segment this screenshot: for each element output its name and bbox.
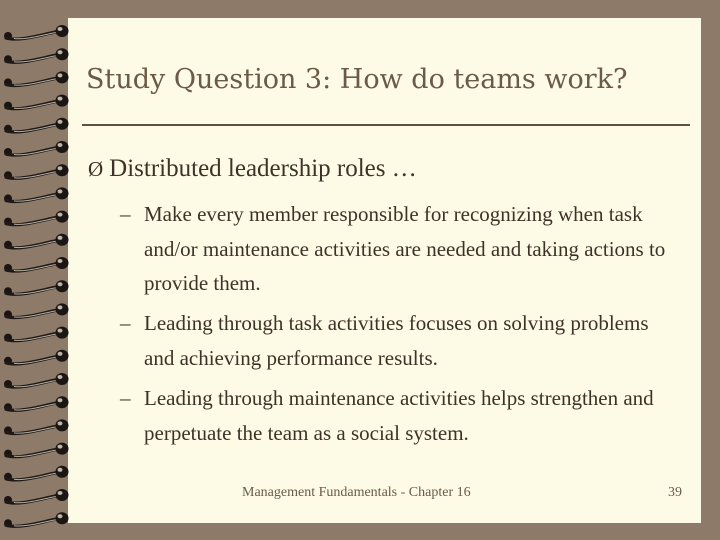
- spiral-ring: [4, 71, 69, 86]
- spiral-ring: [4, 396, 69, 411]
- sub-bullet-text: Make every member responsible for recognizing when task and/or maintenance activities are needed and taking actions to provide them.: [144, 202, 666, 295]
- sub-bullet-text: Leading through task activities focuses on solving problems and achieving performance results.: [144, 311, 649, 370]
- dash-marker: –: [120, 386, 131, 410]
- sub-bullet: [120, 381, 680, 450]
- dash-marker: –: [120, 311, 131, 335]
- spiral-ring: [4, 187, 69, 202]
- spiral-binding-icon: [0, 0, 80, 540]
- dash-marker: –: [120, 202, 131, 226]
- spiral-ring: [4, 419, 69, 434]
- spiral-ring: [4, 95, 69, 110]
- spiral-ring: [4, 118, 69, 133]
- main-bullet-text: Distributed leadership roles …: [109, 155, 417, 182]
- main-bullet: [88, 155, 417, 183]
- spiral-ring: [4, 164, 69, 179]
- spiral-ring: [4, 257, 69, 272]
- slide-title: Study Question 3: How do teams work?: [86, 64, 628, 95]
- spiral-ring: [4, 489, 69, 504]
- spiral-ring: [4, 512, 69, 527]
- spiral-ring: [4, 211, 69, 226]
- arrow-bullet-icon: Ø: [88, 157, 104, 181]
- spiral-ring: [4, 25, 69, 40]
- page-number: 39: [668, 485, 682, 500]
- sub-bullet: [120, 197, 680, 301]
- spiral-ring: [4, 141, 69, 156]
- title-divider: [82, 124, 690, 126]
- spiral-ring: [4, 234, 69, 249]
- slide-footer: Management Fundamentals - Chapter 16: [242, 485, 471, 500]
- sub-bullet: [120, 306, 680, 375]
- spiral-ring: [4, 466, 69, 481]
- spiral-ring: [4, 373, 69, 388]
- spiral-ring: [4, 303, 69, 318]
- spiral-ring: [4, 350, 69, 365]
- spiral-ring: [4, 327, 69, 342]
- spiral-ring: [4, 280, 69, 295]
- spiral-ring: [4, 443, 69, 458]
- spiral-ring: [4, 48, 69, 63]
- sub-bullet-text: Leading through maintenance activities helps strengthen and perpetuate the team as a social system.: [144, 386, 654, 445]
